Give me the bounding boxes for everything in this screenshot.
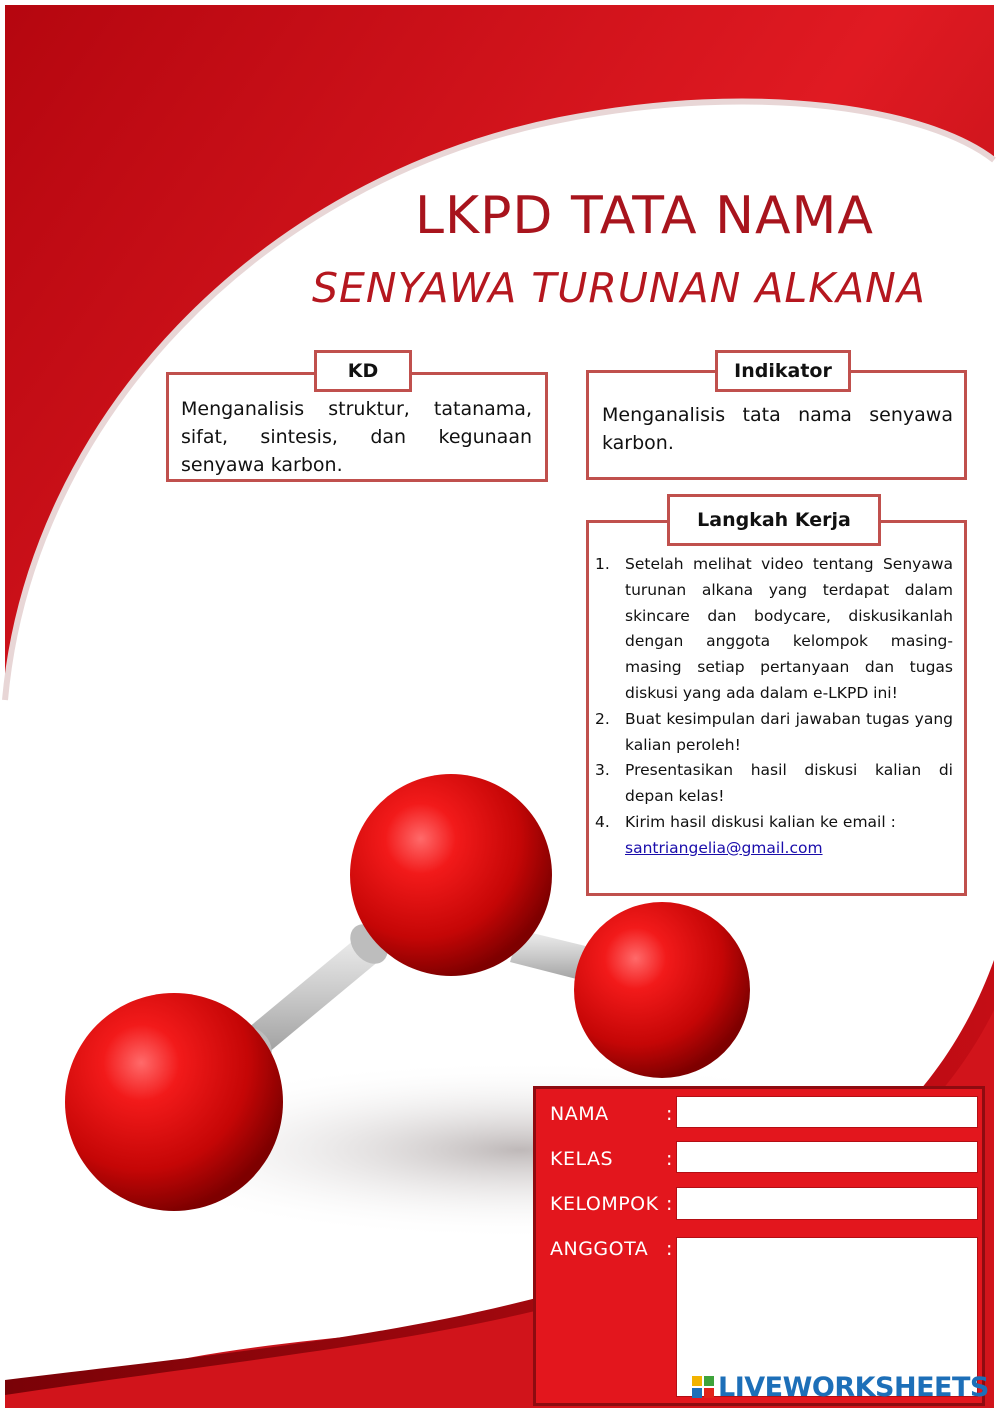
list-item: 2. Buat kesimpulan dari jawaban tugas yang kalian peroleh! bbox=[595, 709, 953, 754]
page-title: LKPD TATA NAMA bbox=[415, 186, 874, 246]
page-subtitle: SENYAWA TURUNAN ALKANA bbox=[312, 264, 926, 312]
indikator-tab: Indikator bbox=[715, 350, 851, 392]
kd-text: Menganalisis struktur, tatanama, sifat, sintesis, dan kegunaan senyawa karbon. bbox=[181, 398, 532, 476]
kelompok-label: KELOMPOK bbox=[550, 1193, 659, 1215]
nama-label: NAMA bbox=[550, 1103, 609, 1125]
kelompok-field[interactable] bbox=[676, 1187, 978, 1220]
list-item: 1. Setelah melihat video tentang Senyawa turunan alkana yang terdapat dalam skincare dan bodycare, diskusikanlah dengan anggota kelompok masing-masing setiap pertanyaan dan tugas diskusi yang ada dalam e-LKPD ini! bbox=[595, 555, 953, 702]
email-link[interactable]: santriangelia@gmail.com bbox=[625, 838, 823, 857]
list-item: 3. Presentasikan hasil diskusi kalian di depan kelas! bbox=[595, 761, 953, 806]
kelas-colon: : bbox=[666, 1148, 673, 1170]
list-item: 4. Kirim hasil diskusi kalian ke email : santriangelia@gmail.com bbox=[595, 812, 896, 857]
liveworksheets-logo-icon bbox=[692, 1376, 714, 1398]
liveworksheets-watermark bbox=[692, 1372, 989, 1402]
kd-tab: KD bbox=[314, 350, 412, 392]
langkah-list bbox=[595, 552, 953, 862]
kelas-label: KELAS bbox=[550, 1148, 614, 1170]
indikator-text: Menganalisis tata nama senyawa karbon. bbox=[602, 404, 953, 454]
brand-name: LIVEWORKSHEETS bbox=[718, 1372, 989, 1403]
kelompok-colon: : bbox=[666, 1193, 673, 1215]
nama-colon: : bbox=[666, 1103, 673, 1125]
anggota-colon: : bbox=[666, 1238, 673, 1260]
identity-panel bbox=[533, 1086, 985, 1406]
langkah-tab: Langkah Kerja bbox=[667, 494, 881, 546]
kelas-field[interactable] bbox=[676, 1141, 978, 1173]
nama-field[interactable] bbox=[676, 1096, 978, 1128]
anggota-label: ANGGOTA bbox=[550, 1238, 649, 1260]
